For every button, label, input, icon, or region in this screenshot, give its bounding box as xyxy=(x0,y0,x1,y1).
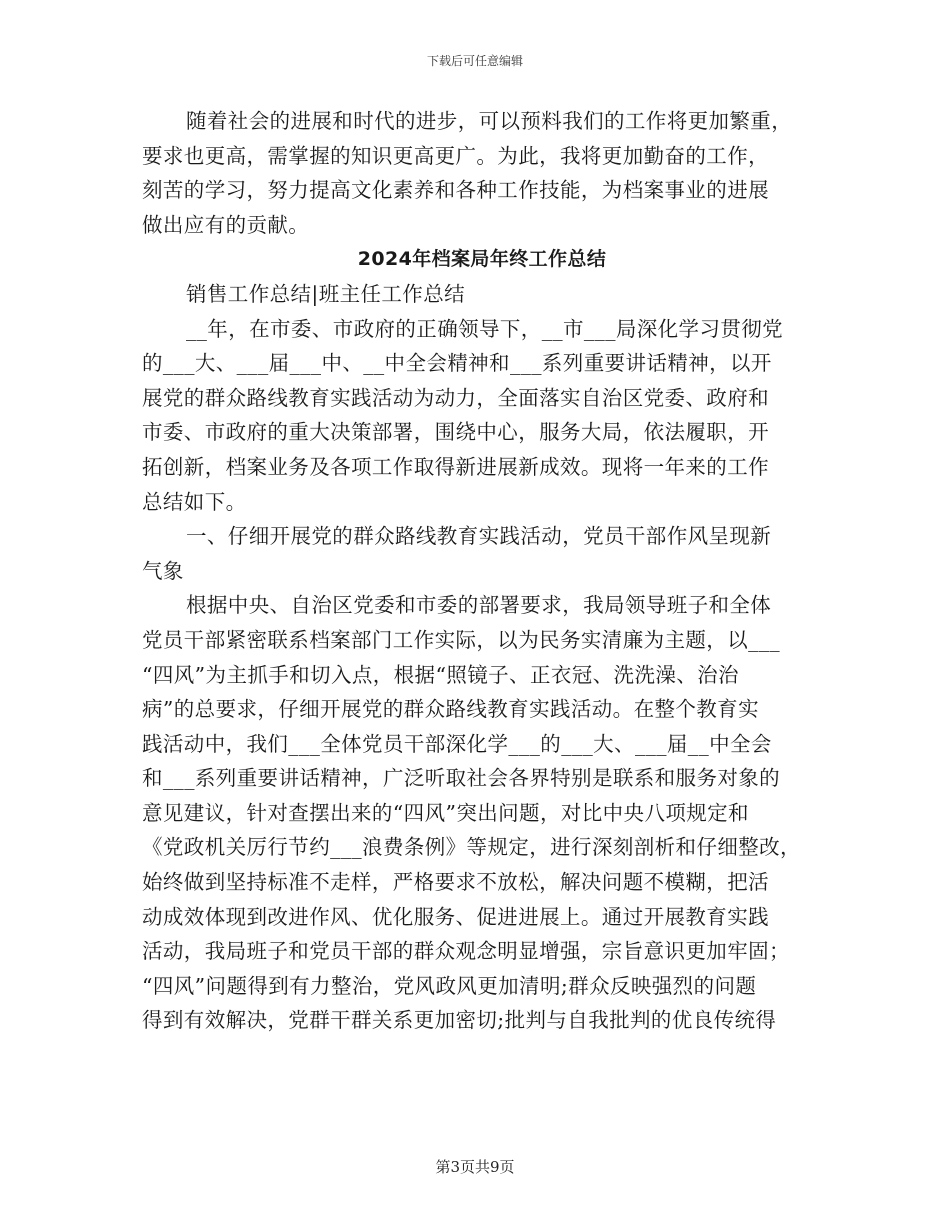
text-line: 根据中央、自治区党委和市委的部署要求，我局领导班子和全体 xyxy=(186,593,772,618)
subtitle-line: 销售工作总结|班主任工作总结 xyxy=(186,281,466,306)
text-line: 总结如下。 xyxy=(142,489,247,514)
text-line: 的___大、___届___中、__中全会精神和___系列重要讲话精神，以开 xyxy=(142,351,772,376)
text-line: 党员干部紧密联系档案部门工作实际，以为民务实清廉为主题，以___ xyxy=(142,627,781,652)
text-line: 践活动中，我们___全体党员干部深化学___的___大、___届__中全会 xyxy=(142,731,772,756)
text-line: 得到有效解决，党群干群关系更加密切;批判与自我批判的优良传统得 xyxy=(142,1008,777,1033)
text-line: __年，在市委、市政府的正确领导下，__市___局深化学习贯彻党 xyxy=(186,316,784,341)
text-line: “四风”为主抓手和切入点，根据“照镜子、正衣冠、洗洗澡、治治 xyxy=(142,662,739,687)
text-line: 市委、市政府的重大决策部署，围绕中心，服务大局，依法履职，开 xyxy=(142,420,769,445)
text-line: 刻苦的学习，努力提高文化素养和各种工作技能，为档案事业的进展 xyxy=(142,178,769,203)
text-line: 展党的群众路线教育实践活动为动力，全面落实自治区党委、政府和 xyxy=(142,385,769,410)
text-line: 做出应有的贡献。 xyxy=(142,212,310,237)
text-line: 活动，我局班子和党员干部的群众观念明显增强，宗旨意识更加牢固； xyxy=(142,939,790,964)
document-body xyxy=(142,104,822,1038)
text-line: 动成效体现到改进作风、优化服务、促进进展上。通过开展教育实践 xyxy=(142,904,769,929)
text-line: 病”的总要求，仔细开展党的群众路线教育实践活动。在整个教育实 xyxy=(142,697,759,722)
heading-line: 一、仔细开展党的群众路线教育实践活动，党员干部作风呈现新 xyxy=(186,524,772,549)
text-line: 《党政机关厉行节约___浪费条例》等规定，进行深刻剖析和仔细整改， xyxy=(142,835,801,860)
text-line: 始终做到坚持标准不走样，严格要求不放松，解决问题不模糊，把活 xyxy=(142,870,769,895)
heading-line: 气象 xyxy=(142,558,184,583)
page-footer: 第3页共9页 xyxy=(435,1158,515,1176)
text-line: 要求也更高，需掌握的知识更高更广。为此，我将更加勤奋的工作， xyxy=(142,143,769,168)
text-line: “四风”问题得到有力整治，党风政风更加清明;群众反映强烈的问题 xyxy=(142,973,757,998)
page-header: 下载后可任意编辑 xyxy=(426,54,523,68)
text-line: 和___系列重要讲话精神，广泛听取社会各界特别是联系和服务对象的 xyxy=(142,766,781,791)
section-title: 2024年档案局年终工作总结 xyxy=(357,248,607,271)
text-line: 随着社会的进展和时代的进步，可以预料我们的工作将更加繁重， xyxy=(186,109,793,133)
text-line: 拓创新，档案业务及各项工作取得新进展新成效。现将一年来的工作 xyxy=(142,454,769,479)
text-line: 意见建议，针对查摆出来的“四风”突出问题，对比中央八项规定和 xyxy=(142,800,749,825)
